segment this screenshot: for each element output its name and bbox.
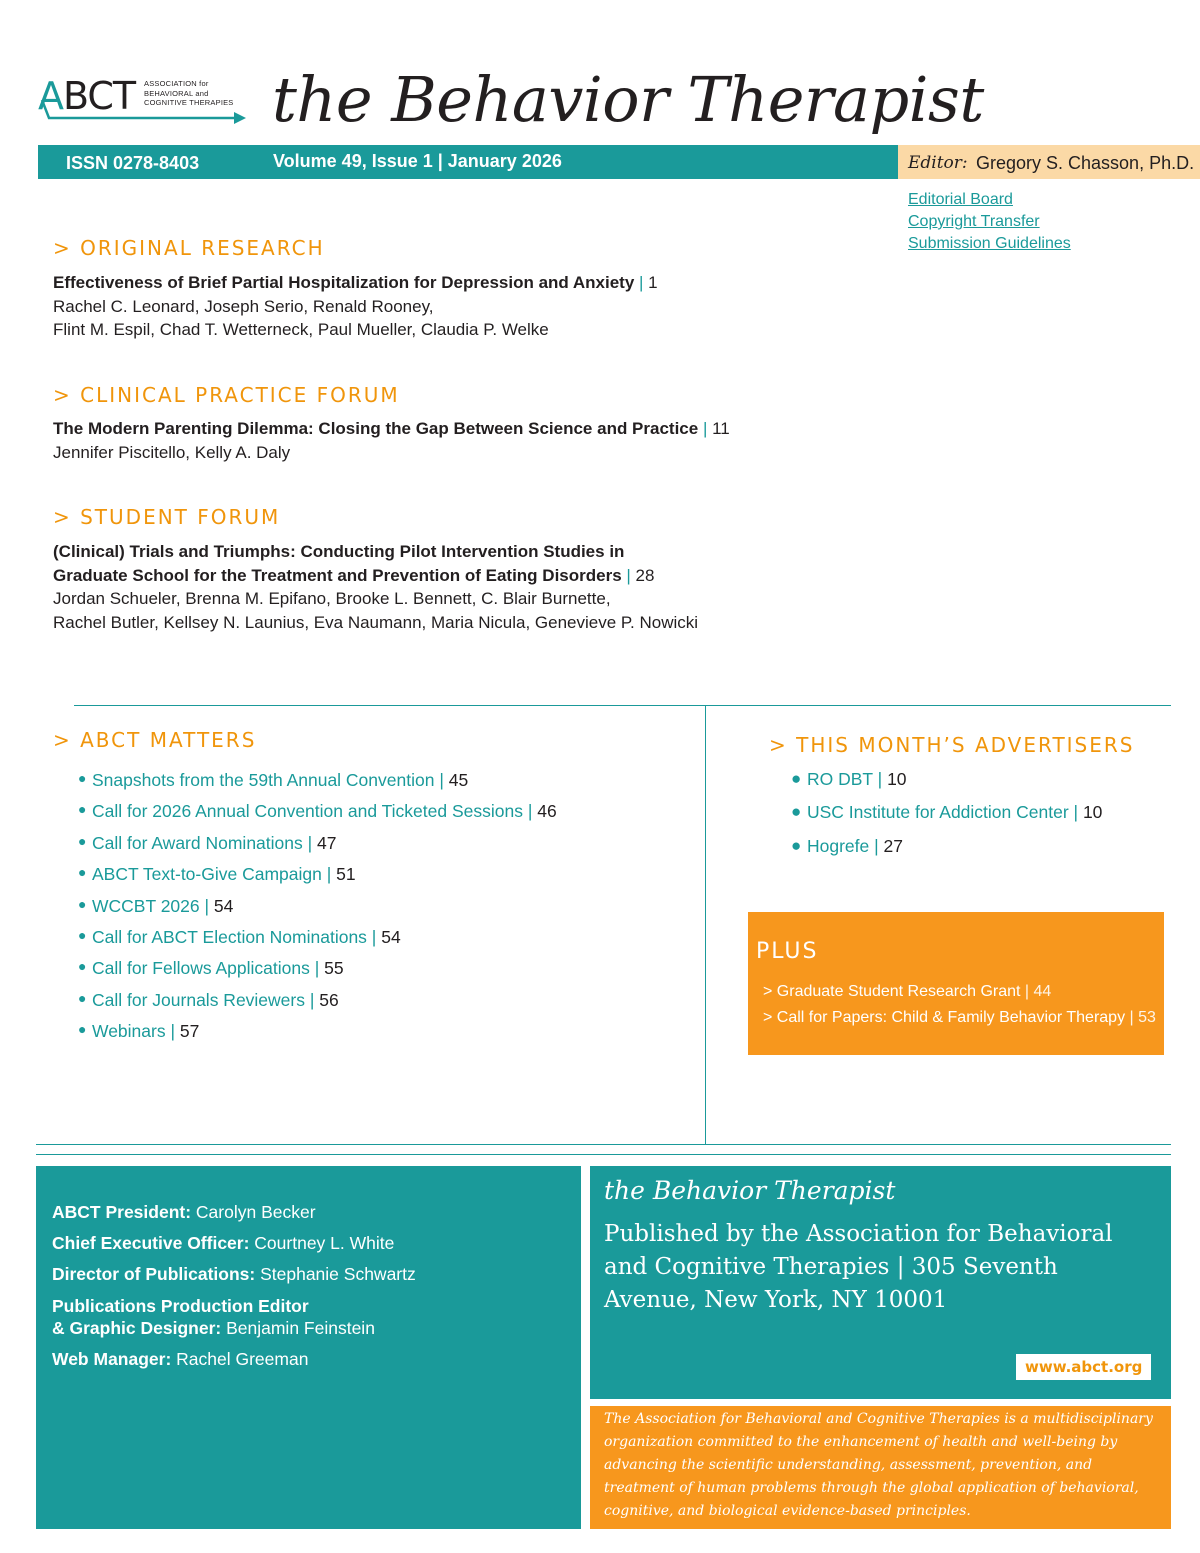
list-item[interactable]: ● Hogrefe | 27 bbox=[791, 835, 904, 856]
bullet-icon: ● bbox=[78, 926, 87, 943]
divider bbox=[36, 1144, 1171, 1145]
list-item[interactable]: ● Webinars | 57 bbox=[78, 1021, 200, 1042]
article-authors: Flint M. Espil, Chad T. Wetterneck, Paul Mueller, Claudia P. Welke bbox=[53, 320, 549, 339]
article-authors: Rachel C. Leonard, Joseph Serio, Renald Rooney, bbox=[53, 296, 434, 316]
list-item[interactable]: ● ABCT Text-to-Give Campaign | 51 bbox=[78, 864, 356, 885]
article-title: (Clinical) Trials and Triumphs: Conducting Pilot Intervention Studies in bbox=[53, 542, 625, 561]
list-item[interactable]: ● Call for ABCT Election Nominations | 54 bbox=[78, 926, 401, 947]
section-heading-advertisers: > THIS MONTH’S ADVERTISERS bbox=[769, 733, 1135, 757]
volume-issue: Volume 49, Issue 1 | January 2026 bbox=[273, 151, 562, 171]
article-title: Effectiveness of Brief Partial Hospitalization for Depression and Anxiety bbox=[53, 273, 635, 292]
plus-box bbox=[748, 912, 1164, 1055]
list-item[interactable]: ● Call for 2026 Annual Convention and Ticketed Sessions | 46 bbox=[78, 801, 557, 822]
staff-row: Web Manager: Rachel Greeman bbox=[52, 1349, 309, 1369]
article-title: The Modern Parenting Dilemma: Closing the Gap Between Science and Practice bbox=[53, 419, 699, 438]
publisher-box bbox=[590, 1166, 1171, 1399]
list-item[interactable]: ● RO DBT | 10 bbox=[791, 769, 907, 789]
copyright-transfer-link[interactable]: Copyright Transfer bbox=[908, 213, 1040, 230]
plus-item[interactable]: > Call for Papers: Child & Family Behavior Therapy | 53 bbox=[763, 1009, 1156, 1026]
list-item[interactable]: ● WCCBT 2026 | 54 bbox=[78, 895, 234, 916]
bullet-icon: ● bbox=[78, 770, 87, 786]
staff-row: Director of Publications: Stephanie Schwartz bbox=[52, 1264, 416, 1284]
bullet-icon: ● bbox=[78, 832, 87, 849]
editor-label: Editor: bbox=[908, 153, 968, 173]
staff-box bbox=[36, 1166, 581, 1529]
mission-statement: The Association for Behavioral and Cognitive Therapies is a multidisciplinary organization committed to the enhancement of health and well-being by advancing the scientific understanding, assessment, prevention, and treatment of human problems through the global application of behavioral, cognitive, and biological evidence-based principles. bbox=[604, 1411, 1153, 1519]
bullet-icon: ● bbox=[78, 895, 87, 912]
page-number: 1 bbox=[648, 273, 658, 292]
list-item[interactable]: ● Call for Journals Reviewers | 56 bbox=[78, 989, 339, 1010]
abct-logo: ABCT ASSOCIATION for BEHAVIORAL and COGNITIVE THERAPIES bbox=[38, 76, 253, 132]
bullet-icon: ● bbox=[791, 802, 802, 822]
bullet-icon: ● bbox=[78, 801, 87, 818]
section-heading-clinical-practice-forum: > CLINICAL PRACTICE FORUM bbox=[53, 383, 400, 407]
issn: ISSN 0278-8403 bbox=[66, 153, 200, 173]
publication-title: the Behavior Therapist bbox=[604, 1176, 896, 1205]
list-item[interactable]: ● USC Institute for Addiction Center | 10 bbox=[791, 802, 1103, 823]
article-student-forum[interactable]: (Clinical) Trials and Triumphs: Conducting Pilot Intervention Studies in Graduate School for the Treatment and Prevention of Eating Disorders | 28 Jordan Schueler, Brenna M. Epifano, Brooke L. Bennett, C. Blair Burnette, Rachel Butler, Kellsey N. Launius, Eva Naumann, Maria Nicula, Genevieve P. Nowicki bbox=[53, 540, 698, 634]
editor-name: Gregory S. Chasson, Ph.D. bbox=[976, 153, 1195, 173]
abct-matters-list bbox=[78, 770, 557, 1053]
plus-heading: PLUS bbox=[756, 939, 819, 964]
mission-box bbox=[590, 1406, 1171, 1529]
article-clinical-practice[interactable]: The Modern Parenting Dilemma: Closing the Gap Between Science and Practice | 11 Jennifer Piscitello, Kelly A. Daly bbox=[53, 417, 730, 464]
staff-row: & Graphic Designer: Benjamin Feinstein bbox=[52, 1318, 375, 1338]
list-item[interactable]: ● Call for Fellows Applications | 55 bbox=[78, 958, 344, 979]
list-item[interactable]: ● Call for Award Nominations | 47 bbox=[78, 832, 337, 853]
article-title: Graduate School for the Treatment and Prevention of Eating Disorders bbox=[53, 565, 622, 585]
bullet-icon: ● bbox=[791, 769, 802, 788]
section-heading-original-research: > ORIGINAL RESEARCH bbox=[53, 236, 325, 260]
staff-row: Publications Production Editor bbox=[52, 1296, 309, 1316]
section-heading-abct-matters: > ABCT MATTERS bbox=[53, 728, 257, 752]
advertisers-list bbox=[791, 769, 1102, 869]
plus-item[interactable]: > Graduate Student Research Grant | 44 bbox=[763, 983, 1052, 1000]
staff-row: Chief Executive Officer: Courtney L. White bbox=[52, 1233, 395, 1253]
logo-association-text: ASSOCIATION for BEHAVIORAL and COGNITIVE THERAPIES bbox=[144, 79, 234, 107]
divider bbox=[36, 1154, 1171, 1155]
article-authors: Jordan Schueler, Brenna M. Epifano, Brooke L. Bennett, C. Blair Burnette, bbox=[53, 589, 611, 608]
bullet-icon: ● bbox=[78, 1021, 87, 1038]
bullet-icon: ● bbox=[78, 864, 87, 881]
divider bbox=[74, 705, 1171, 706]
page-number: 11 bbox=[712, 419, 730, 438]
list-item[interactable]: ● Snapshots from the 59th Annual Convention | 45 bbox=[78, 770, 469, 790]
staff-row: ABCT President: Carolyn Becker bbox=[52, 1202, 316, 1222]
column-divider bbox=[705, 706, 706, 1145]
section-heading-student-forum: > STUDENT FORUM bbox=[53, 505, 281, 529]
article-authors: Rachel Butler, Kellsey N. Launius, Eva Naumann, Maria Nicula, Genevieve P. Nowicki bbox=[53, 612, 699, 632]
issue-bar bbox=[38, 145, 898, 179]
editor-box bbox=[898, 145, 1200, 179]
publisher-text: Published by the Association for Behavioral and Cognitive Therapies | 305 Seventh Avenue, New York, NY 10001 bbox=[604, 1221, 1113, 1313]
editorial-board-link[interactable]: Editorial Board bbox=[908, 191, 1013, 208]
bullet-icon: ● bbox=[791, 835, 802, 855]
masthead-title: the Behavior Therapist bbox=[272, 63, 984, 136]
article-authors: Jennifer Piscitello, Kelly A. Daly bbox=[53, 442, 291, 462]
logo-arrow-icon bbox=[38, 98, 250, 128]
page-number: 28 bbox=[635, 565, 655, 585]
submission-guidelines-link[interactable]: Submission Guidelines bbox=[908, 235, 1071, 252]
bullet-icon: ● bbox=[78, 989, 87, 1006]
bullet-icon: ● bbox=[78, 958, 87, 975]
editor-links bbox=[908, 189, 1071, 255]
website-link[interactable]: www.abct.org bbox=[1016, 1354, 1151, 1380]
article-original-research[interactable]: Effectiveness of Brief Partial Hospitalization for Depression and Anxiety | 1 Rachel C. Leonard, Joseph Serio, Renald Rooney, Flint M. Espil, Chad T. Wetterneck, Paul Mueller, Claudia P. Welke bbox=[53, 271, 658, 342]
